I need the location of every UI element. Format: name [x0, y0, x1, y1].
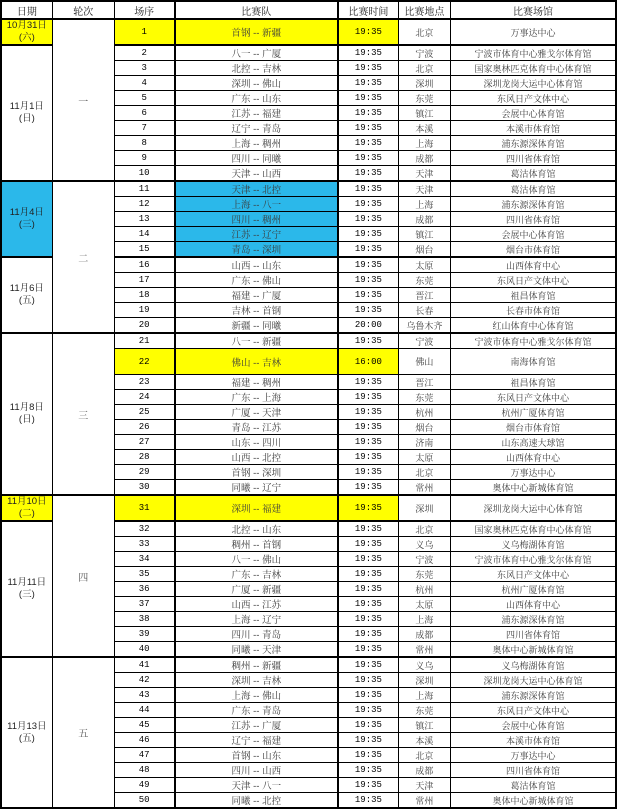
- match-no-cell: 47: [114, 748, 174, 763]
- match-time-cell: 20:00: [338, 318, 398, 334]
- city-cell: 北京: [398, 19, 450, 45]
- teams-cell: 广东 -- 上海: [175, 390, 339, 405]
- match-no-cell: 10: [114, 166, 174, 182]
- city-cell: 东莞: [398, 567, 450, 582]
- match-no-cell: 25: [114, 405, 174, 420]
- teams-cell: 北控 -- 吉林: [175, 61, 339, 76]
- match-time-cell: 19:35: [338, 582, 398, 597]
- match-time-cell: 19:35: [338, 375, 398, 390]
- city-cell: 晋江: [398, 375, 450, 390]
- venue-cell: 东风日产文体中心: [450, 273, 616, 288]
- match-no-cell: 5: [114, 91, 174, 106]
- round-cell: 二: [52, 181, 114, 333]
- match-no-cell: 35: [114, 567, 174, 582]
- date-cell: [1, 257, 52, 333]
- teams-cell: 青岛 -- 深圳: [175, 242, 339, 258]
- venue-cell: 长春市体育馆: [450, 303, 616, 318]
- date-weekday: (三): [18, 219, 35, 230]
- match-no-cell: 30: [114, 480, 174, 496]
- venue-cell: 四川省体育馆: [450, 151, 616, 166]
- teams-cell: 广厦 -- 新疆: [175, 582, 339, 597]
- date-label: 11月11日: [7, 577, 47, 588]
- city-cell: 义乌: [398, 657, 450, 673]
- teams-cell: 福建 -- 稠州: [175, 375, 339, 390]
- match-time-cell: 19:35: [338, 657, 398, 673]
- match-no-cell: 19: [114, 303, 174, 318]
- date-weekday: (三): [18, 589, 35, 600]
- city-cell: 宁波: [398, 333, 450, 349]
- venue-cell: 东风日产文体中心: [450, 390, 616, 405]
- match-time-cell: 19:35: [338, 288, 398, 303]
- teams-cell: 首钢 -- 新疆: [175, 19, 339, 45]
- venue-cell: 国家奥林匹克体育中心体育馆: [450, 61, 616, 76]
- teams-cell: 广东 -- 吉林: [175, 567, 339, 582]
- match-no-cell: 48: [114, 763, 174, 778]
- city-cell: 本溪: [398, 121, 450, 136]
- match-no-cell: 43: [114, 688, 174, 703]
- match-no-cell: 20: [114, 318, 174, 334]
- city-cell: 成都: [398, 151, 450, 166]
- city-cell: 深圳: [398, 673, 450, 688]
- match-time-cell: 19:35: [338, 733, 398, 748]
- match-time-cell: 19:35: [338, 181, 398, 197]
- city-cell: 乌鲁木齐: [398, 318, 450, 334]
- col-header-date: 日期: [1, 1, 52, 19]
- teams-cell: 同曦 -- 天津: [175, 642, 339, 658]
- venue-cell: 山东高速大球馆: [450, 435, 616, 450]
- match-time-cell: 19:35: [338, 642, 398, 658]
- venue-cell: 山西体育中心: [450, 597, 616, 612]
- teams-cell: 八一 -- 广厦: [175, 45, 339, 61]
- match-no-cell: 46: [114, 733, 174, 748]
- match-time-cell: 19:35: [338, 136, 398, 151]
- venue-cell: 杭州广厦体育馆: [450, 405, 616, 420]
- city-cell: 杭州: [398, 405, 450, 420]
- match-time-cell: 19:35: [338, 405, 398, 420]
- city-cell: 东莞: [398, 703, 450, 718]
- date-cell: [1, 19, 52, 45]
- match-time-cell: 19:35: [338, 718, 398, 733]
- match-time-cell: 16:00: [338, 349, 398, 375]
- round-cell: 五: [52, 657, 114, 808]
- match-no-cell: 34: [114, 552, 174, 567]
- teams-cell: 上海 -- 稠州: [175, 136, 339, 151]
- city-cell: 本溪: [398, 733, 450, 748]
- venue-cell: 葛沽体育馆: [450, 778, 616, 793]
- teams-cell: 江苏 -- 福建: [175, 106, 339, 121]
- match-no-cell: 39: [114, 627, 174, 642]
- match-no-cell: 11: [114, 181, 174, 197]
- venue-cell: 会展中心体育馆: [450, 227, 616, 242]
- date-cell: [1, 45, 52, 181]
- match-time-cell: 19:35: [338, 521, 398, 537]
- match-no-cell: 28: [114, 450, 174, 465]
- match-time-cell: 19:35: [338, 793, 398, 809]
- match-time-cell: 19:35: [338, 420, 398, 435]
- match-no-cell: 37: [114, 597, 174, 612]
- match-no-cell: 2: [114, 45, 174, 61]
- city-cell: 天津: [398, 181, 450, 197]
- match-no-cell: 26: [114, 420, 174, 435]
- teams-cell: 广东 -- 山东: [175, 91, 339, 106]
- match-no-cell: 36: [114, 582, 174, 597]
- venue-cell: 宁波市体育中心雅戈尔体育馆: [450, 45, 616, 61]
- match-no-cell: 32: [114, 521, 174, 537]
- venue-cell: 奥体中心新城体育馆: [450, 480, 616, 496]
- match-time-cell: 19:35: [338, 19, 398, 45]
- venue-cell: 万事达中心: [450, 19, 616, 45]
- match-time-cell: 19:35: [338, 303, 398, 318]
- date-label: 11月1日: [9, 101, 44, 112]
- city-cell: 天津: [398, 166, 450, 182]
- venue-cell: 本溪市体育馆: [450, 121, 616, 136]
- date-weekday: (日): [18, 113, 35, 124]
- date-weekday: (五): [18, 732, 35, 744]
- match-time-cell: 19:35: [338, 166, 398, 182]
- match-time-cell: 19:35: [338, 273, 398, 288]
- city-cell: 宁波: [398, 552, 450, 567]
- city-cell: 杭州: [398, 582, 450, 597]
- venue-cell: 宁波市体育中心雅戈尔体育馆: [450, 552, 616, 567]
- city-cell: 镇江: [398, 227, 450, 242]
- city-cell: 成都: [398, 212, 450, 227]
- venue-cell: 万事达中心: [450, 748, 616, 763]
- teams-cell: 上海 -- 佛山: [175, 688, 339, 703]
- match-time-cell: 19:35: [338, 106, 398, 121]
- city-cell: 镇江: [398, 718, 450, 733]
- date-weekday: (日): [18, 414, 35, 425]
- venue-cell: 奥体中心新城体育馆: [450, 793, 616, 809]
- city-cell: 东莞: [398, 91, 450, 106]
- city-cell: 宁波: [398, 45, 450, 61]
- teams-cell: 上海 -- 八一: [175, 197, 339, 212]
- table-row: [1, 333, 616, 349]
- match-time-cell: 19:35: [338, 612, 398, 627]
- venue-cell: 祖昌体育馆: [450, 375, 616, 390]
- venue-cell: 祖昌体育馆: [450, 288, 616, 303]
- teams-cell: 辽宁 -- 青岛: [175, 121, 339, 136]
- teams-cell: 山西 -- 山东: [175, 257, 339, 273]
- teams-cell: 吉林 -- 首钢: [175, 303, 339, 318]
- col-header-venue: 比赛场馆: [450, 1, 616, 19]
- match-no-cell: 42: [114, 673, 174, 688]
- teams-cell: 天津 -- 八一: [175, 778, 339, 793]
- venue-cell: 东风日产文体中心: [450, 567, 616, 582]
- match-time-cell: 19:35: [338, 627, 398, 642]
- teams-cell: 广东 -- 佛山: [175, 273, 339, 288]
- match-no-cell: 18: [114, 288, 174, 303]
- table-row: [1, 657, 616, 673]
- city-cell: 上海: [398, 612, 450, 627]
- match-no-cell: 24: [114, 390, 174, 405]
- venue-cell: 义乌梅湖体育馆: [450, 537, 616, 552]
- teams-cell: 辽宁 -- 福建: [175, 733, 339, 748]
- teams-cell: 北控 -- 山东: [175, 521, 339, 537]
- teams-cell: 青岛 -- 江苏: [175, 420, 339, 435]
- city-cell: 成都: [398, 627, 450, 642]
- date-cell: [1, 333, 52, 495]
- city-cell: 晋江: [398, 288, 450, 303]
- match-time-cell: 19:35: [338, 688, 398, 703]
- match-no-cell: 17: [114, 273, 174, 288]
- match-no-cell: 38: [114, 612, 174, 627]
- venue-cell: 葛沽体育馆: [450, 181, 616, 197]
- match-no-cell: 16: [114, 257, 174, 273]
- date-label: 11月6日: [9, 283, 44, 294]
- match-time-cell: 19:35: [338, 673, 398, 688]
- teams-cell: 同曦 -- 辽宁: [175, 480, 339, 496]
- match-time-cell: 19:35: [338, 703, 398, 718]
- match-no-cell: 7: [114, 121, 174, 136]
- teams-cell: 四川 -- 同曦: [175, 151, 339, 166]
- venue-cell: 义乌梅湖体育馆: [450, 657, 616, 673]
- teams-cell: 山西 -- 北控: [175, 450, 339, 465]
- col-header-city: 比赛地点: [398, 1, 450, 19]
- venue-cell: 烟台市体育馆: [450, 420, 616, 435]
- teams-cell: 广东 -- 青岛: [175, 703, 339, 718]
- col-header-no: 场序: [114, 1, 174, 19]
- match-time-cell: 19:35: [338, 227, 398, 242]
- city-cell: 北京: [398, 748, 450, 763]
- city-cell: 常州: [398, 642, 450, 658]
- match-no-cell: 33: [114, 537, 174, 552]
- teams-cell: 八一 -- 佛山: [175, 552, 339, 567]
- date-label: 11月10日: [7, 496, 47, 507]
- match-time-cell: 19:35: [338, 450, 398, 465]
- col-header-round: 轮次: [52, 1, 114, 19]
- venue-cell: 浦东源深体育馆: [450, 612, 616, 627]
- city-cell: 长春: [398, 303, 450, 318]
- venue-cell: 南海体育馆: [450, 349, 616, 375]
- date-label: 11月8日: [9, 402, 44, 413]
- match-time-cell: 19:35: [338, 242, 398, 258]
- match-no-cell: 49: [114, 778, 174, 793]
- venue-cell: 四川省体育馆: [450, 763, 616, 778]
- teams-cell: 深圳 -- 佛山: [175, 76, 339, 91]
- match-time-cell: 19:35: [338, 748, 398, 763]
- teams-cell: 江苏 -- 广厦: [175, 718, 339, 733]
- teams-cell: 天津 -- 山西: [175, 166, 339, 182]
- venue-cell: 红山体育中心体育馆: [450, 318, 616, 334]
- venue-cell: 本溪市体育馆: [450, 733, 616, 748]
- match-time-cell: 19:35: [338, 45, 398, 61]
- match-no-cell: 1: [114, 19, 174, 45]
- city-cell: 深圳: [398, 76, 450, 91]
- match-no-cell: 29: [114, 465, 174, 480]
- teams-cell: 深圳 -- 福建: [175, 495, 339, 521]
- teams-cell: 山西 -- 江苏: [175, 597, 339, 612]
- city-cell: 常州: [398, 793, 450, 809]
- match-no-cell: 27: [114, 435, 174, 450]
- match-time-cell: 19:35: [338, 121, 398, 136]
- venue-cell: 国家奥林匹克体育中心体育馆: [450, 521, 616, 537]
- city-cell: 烟台: [398, 420, 450, 435]
- header-row: [1, 1, 616, 19]
- match-time-cell: 19:35: [338, 597, 398, 612]
- city-cell: 佛山: [398, 349, 450, 375]
- teams-cell: 八一 -- 新疆: [175, 333, 339, 349]
- match-time-cell: 19:35: [338, 333, 398, 349]
- round-cell: 三: [52, 333, 114, 495]
- teams-cell: 首钢 -- 深圳: [175, 465, 339, 480]
- venue-cell: 会展中心体育馆: [450, 718, 616, 733]
- venue-cell: 东风日产文体中心: [450, 703, 616, 718]
- match-time-cell: 19:35: [338, 567, 398, 582]
- teams-cell: 佛山 -- 吉林: [175, 349, 339, 375]
- match-no-cell: 8: [114, 136, 174, 151]
- match-no-cell: 23: [114, 375, 174, 390]
- table-row: [1, 181, 616, 197]
- date-cell: [1, 181, 52, 257]
- match-no-cell: 22: [114, 349, 174, 375]
- match-no-cell: 6: [114, 106, 174, 121]
- city-cell: 济南: [398, 435, 450, 450]
- venue-cell: 深圳龙岗大运中心体育馆: [450, 495, 616, 521]
- round-cell: 一: [52, 19, 114, 181]
- teams-cell: 四川 -- 山西: [175, 763, 339, 778]
- venue-cell: 山西体育中心: [450, 450, 616, 465]
- match-no-cell: 4: [114, 76, 174, 91]
- match-time-cell: 19:35: [338, 480, 398, 496]
- city-cell: 太原: [398, 597, 450, 612]
- teams-cell: 天津 -- 北控: [175, 181, 339, 197]
- teams-cell: 同曦 -- 北控: [175, 793, 339, 809]
- match-time-cell: 19:35: [338, 76, 398, 91]
- date-cell: [1, 657, 52, 808]
- city-cell: 镇江: [398, 106, 450, 121]
- match-no-cell: 9: [114, 151, 174, 166]
- city-cell: 常州: [398, 480, 450, 496]
- teams-cell: 四川 -- 稠州: [175, 212, 339, 227]
- city-cell: 上海: [398, 197, 450, 212]
- city-cell: 太原: [398, 450, 450, 465]
- city-cell: 东莞: [398, 390, 450, 405]
- match-time-cell: 19:35: [338, 61, 398, 76]
- city-cell: 东莞: [398, 273, 450, 288]
- city-cell: 天津: [398, 778, 450, 793]
- match-no-cell: 31: [114, 495, 174, 521]
- match-time-cell: 19:35: [338, 537, 398, 552]
- venue-cell: 杭州广厦体育馆: [450, 582, 616, 597]
- schedule-body: [1, 19, 616, 808]
- match-no-cell: 50: [114, 793, 174, 809]
- teams-cell: 稠州 -- 首钢: [175, 537, 339, 552]
- date-label: 11月4日: [9, 207, 44, 218]
- city-cell: 深圳: [398, 495, 450, 521]
- venue-cell: 山西体育中心: [450, 257, 616, 273]
- venue-cell: 深圳龙岗大运中心体育馆: [450, 76, 616, 91]
- city-cell: 上海: [398, 136, 450, 151]
- teams-cell: 新疆 -- 同曦: [175, 318, 339, 334]
- venue-cell: 深圳龙岗大运中心体育馆: [450, 673, 616, 688]
- city-cell: 北京: [398, 61, 450, 76]
- match-no-cell: 40: [114, 642, 174, 658]
- match-no-cell: 15: [114, 242, 174, 258]
- venue-cell: 浦东源深体育馆: [450, 688, 616, 703]
- teams-cell: 首钢 -- 山东: [175, 748, 339, 763]
- city-cell: 太原: [398, 257, 450, 273]
- match-time-cell: 19:35: [338, 465, 398, 480]
- match-time-cell: 19:35: [338, 778, 398, 793]
- venue-cell: 东风日产文体中心: [450, 91, 616, 106]
- match-no-cell: 21: [114, 333, 174, 349]
- match-time-cell: 19:35: [338, 197, 398, 212]
- teams-cell: 稠州 -- 新疆: [175, 657, 339, 673]
- teams-cell: 上海 -- 辽宁: [175, 612, 339, 627]
- match-time-cell: 19:35: [338, 763, 398, 778]
- match-no-cell: 41: [114, 657, 174, 673]
- table-row: [1, 19, 616, 45]
- teams-cell: 江苏 -- 辽宁: [175, 227, 339, 242]
- match-no-cell: 12: [114, 197, 174, 212]
- match-no-cell: 3: [114, 61, 174, 76]
- match-time-cell: 19:35: [338, 212, 398, 227]
- teams-cell: 深圳 -- 吉林: [175, 673, 339, 688]
- venue-cell: 奥体中心新城体育馆: [450, 642, 616, 658]
- round-cell: 四: [52, 495, 114, 657]
- city-cell: 烟台: [398, 242, 450, 258]
- col-header-teams: 比赛队: [175, 1, 339, 19]
- match-time-cell: 19:35: [338, 151, 398, 166]
- teams-cell: 山东 -- 四川: [175, 435, 339, 450]
- match-no-cell: 14: [114, 227, 174, 242]
- city-cell: 北京: [398, 465, 450, 480]
- venue-cell: 浦东源深体育馆: [450, 136, 616, 151]
- venue-cell: 宁波市体育中心雅戈尔体育馆: [450, 333, 616, 349]
- venue-cell: 葛沽体育馆: [450, 166, 616, 182]
- date-cell: [1, 495, 52, 521]
- city-cell: 成都: [398, 763, 450, 778]
- venue-cell: 四川省体育馆: [450, 212, 616, 227]
- col-header-time: 比赛时间: [338, 1, 398, 19]
- date-label: 10月31日: [6, 20, 47, 31]
- match-no-cell: 13: [114, 212, 174, 227]
- match-time-cell: 19:35: [338, 257, 398, 273]
- teams-cell: 广厦 -- 天津: [175, 405, 339, 420]
- date-weekday: (五): [18, 295, 35, 306]
- table-row: [1, 495, 616, 521]
- match-time-cell: 19:35: [338, 495, 398, 521]
- city-cell: 义乌: [398, 537, 450, 552]
- match-time-cell: 19:35: [338, 435, 398, 450]
- teams-cell: 福建 -- 广厦: [175, 288, 339, 303]
- venue-cell: 万事达中心: [450, 465, 616, 480]
- match-time-cell: 19:35: [338, 390, 398, 405]
- date-weekday: (六): [18, 32, 35, 43]
- teams-cell: 四川 -- 青岛: [175, 627, 339, 642]
- date-cell: [1, 521, 52, 657]
- venue-cell: 会展中心体育馆: [450, 106, 616, 121]
- venue-cell: 浦东源深体育馆: [450, 197, 616, 212]
- venue-cell: 四川省体育馆: [450, 627, 616, 642]
- match-no-cell: 45: [114, 718, 174, 733]
- match-time-cell: 19:35: [338, 552, 398, 567]
- match-time-cell: 19:35: [338, 91, 398, 106]
- date-label: 11月13日: [7, 720, 47, 732]
- match-no-cell: 44: [114, 703, 174, 718]
- city-cell: 上海: [398, 688, 450, 703]
- date-weekday: (二): [18, 508, 35, 519]
- venue-cell: 烟台市体育馆: [450, 242, 616, 258]
- city-cell: 北京: [398, 521, 450, 537]
